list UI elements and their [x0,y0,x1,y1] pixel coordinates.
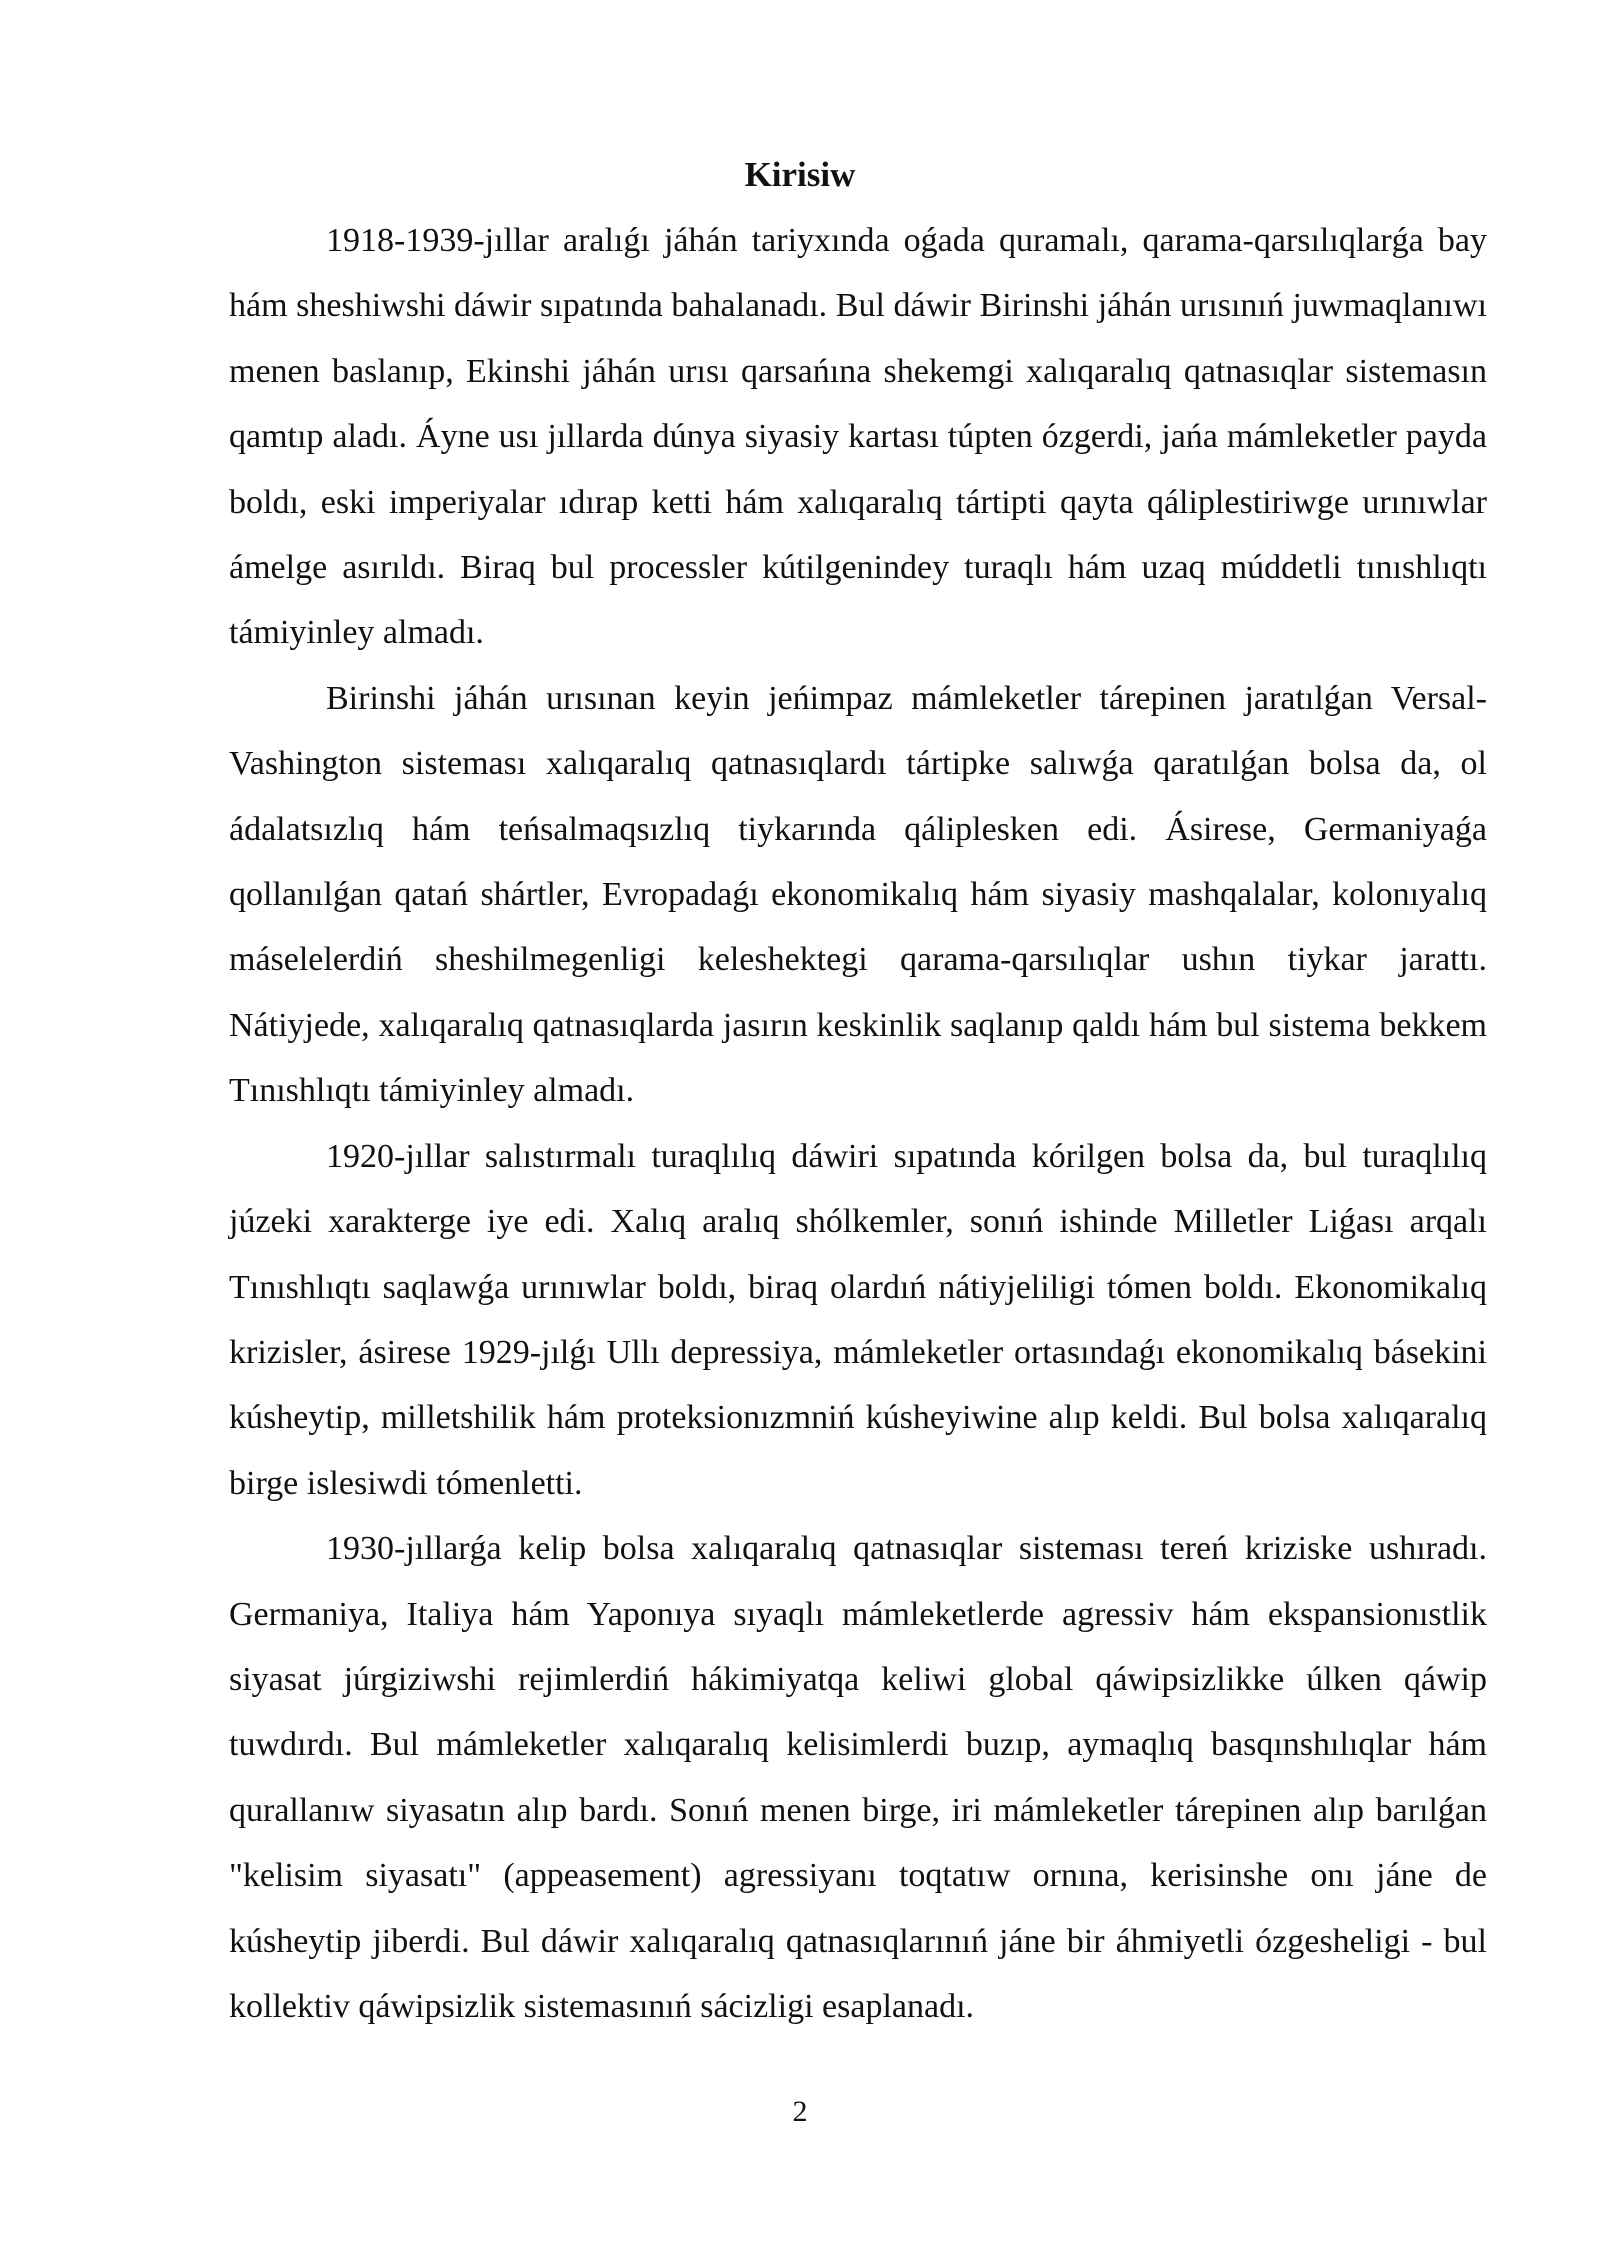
document-body [229,208,1487,2039]
page-number: 2 [792,2095,808,2128]
paragraph: 1918-1939-jıllar aralıǵı jáhán tariyxında oǵada quramalı, qarama-qarsılıqlarǵa bay hám sheshiwshi dáwir sıpatında bahalanadı. Bul dáwir Birinshi jáhán urısınıń juwmaqlanıwı menen baslanıp, Ekinshi jáhán urısı qarsańına shekemgi xalıqaralıq qatnasıqlar sistemasın qamtıp aladı. Áyne usı jıllarda dúnya siyasiy kartası túpten ózgerdi, jańa mámleketler payda boldı, eski imperiyalar ıdırap ketti hám xalıqaralıq tártipti qayta qáliplestiriwge urınıwlar ámelge asırıldı. Biraq bul processler kútilgenindey turaqlı hám uzaq múddetli tınıshlıqtı támiyinley almadı. [229,222,1487,652]
paragraph: 1930-jıllarǵa kelip bolsa xalıqaralıq qatnasıqlar sisteması tereń kriziske ushıradı. Germaniya, Italiya hám Yaponıya sıyaqlı mámleketlerde agressiv hám ekspansionıstlik siyasat júrgiziwshi rejimlerdiń hákimiyatqa keliwi global qáwipsizlikke úlken qáwip tuwdırdı. Bul mámleketler xalıqaralıq kelisimlerdi buzıp, aymaqlıq basqınshılıqlar hám qurallanıw siyasatın alıp bardı. Sonıń menen birge, iri mámleketler tárepinen alıp barılǵan "kelisim siyasatı" (appeasement) agressiyanı toqtatıw ornına, kerisinshe onı jáne de kúsheytip jiberdi. Bul dáwir xalıqaralıq qatnasıqlarınıń jáne bir áhmiyetli ózgesheligi - bul kollektiv qáwipsizlik sistemasınıń sácizligi esaplanadı. [229,1530,1487,2025]
paragraph: 1920-jıllar salıstırmalı turaqlılıq dáwiri sıpatında kórilgen bolsa da, bul turaqlılıq júzeki xarakterge iye edi. Xalıq aralıq shólkemler, sonıń ishinde Milletler Liǵası arqalı Tınıshlıqtı saqlawǵa urınıwlar boldı, biraq olardıń nátiyjeliligi tómen boldı. Ekonomikalıq krizisler, ásirese 1929-jılǵı Ullı depressiya, mámleketler ortasındaǵı ekonomikalıq básekini kúsheytip, milletshilik hám proteksionızmniń kúsheyiwine alıp keldi. Bul bolsa xalıqaralıq birge islesiwdi tómenletti. [229,1137,1487,1502]
page-title: Kirisiw [744,155,856,194]
paragraph: Birinshi jáhán urısınan keyin jeńimpaz mámleketler tárepinen jaratılǵan Versal-Vashington sisteması xalıqaralıq qatnasıqlardı tártipke salıwǵa qaratılǵan bolsa da, ol ádalatsızlıq hám teńsalmaqsızlıq tiykarında qáliplesken edi. Ásirese, Germaniyaǵa qollanılǵan qatań shártler, Evropadaǵı ekonomikalıq hám siyasiy mashqalalar, kolonıyalıq máselelerdiń sheshilmegenligi keleshektegi qarama-qarsılıqlar ushın tiykar jarattı. Nátiyjede, xalıqaralıq qatnasıqlarda jasırın keskinlik saqlanıp qaldı hám bul sistema bekkem Tınıshlıqtı támiyinley almadı. [229,679,1487,1110]
